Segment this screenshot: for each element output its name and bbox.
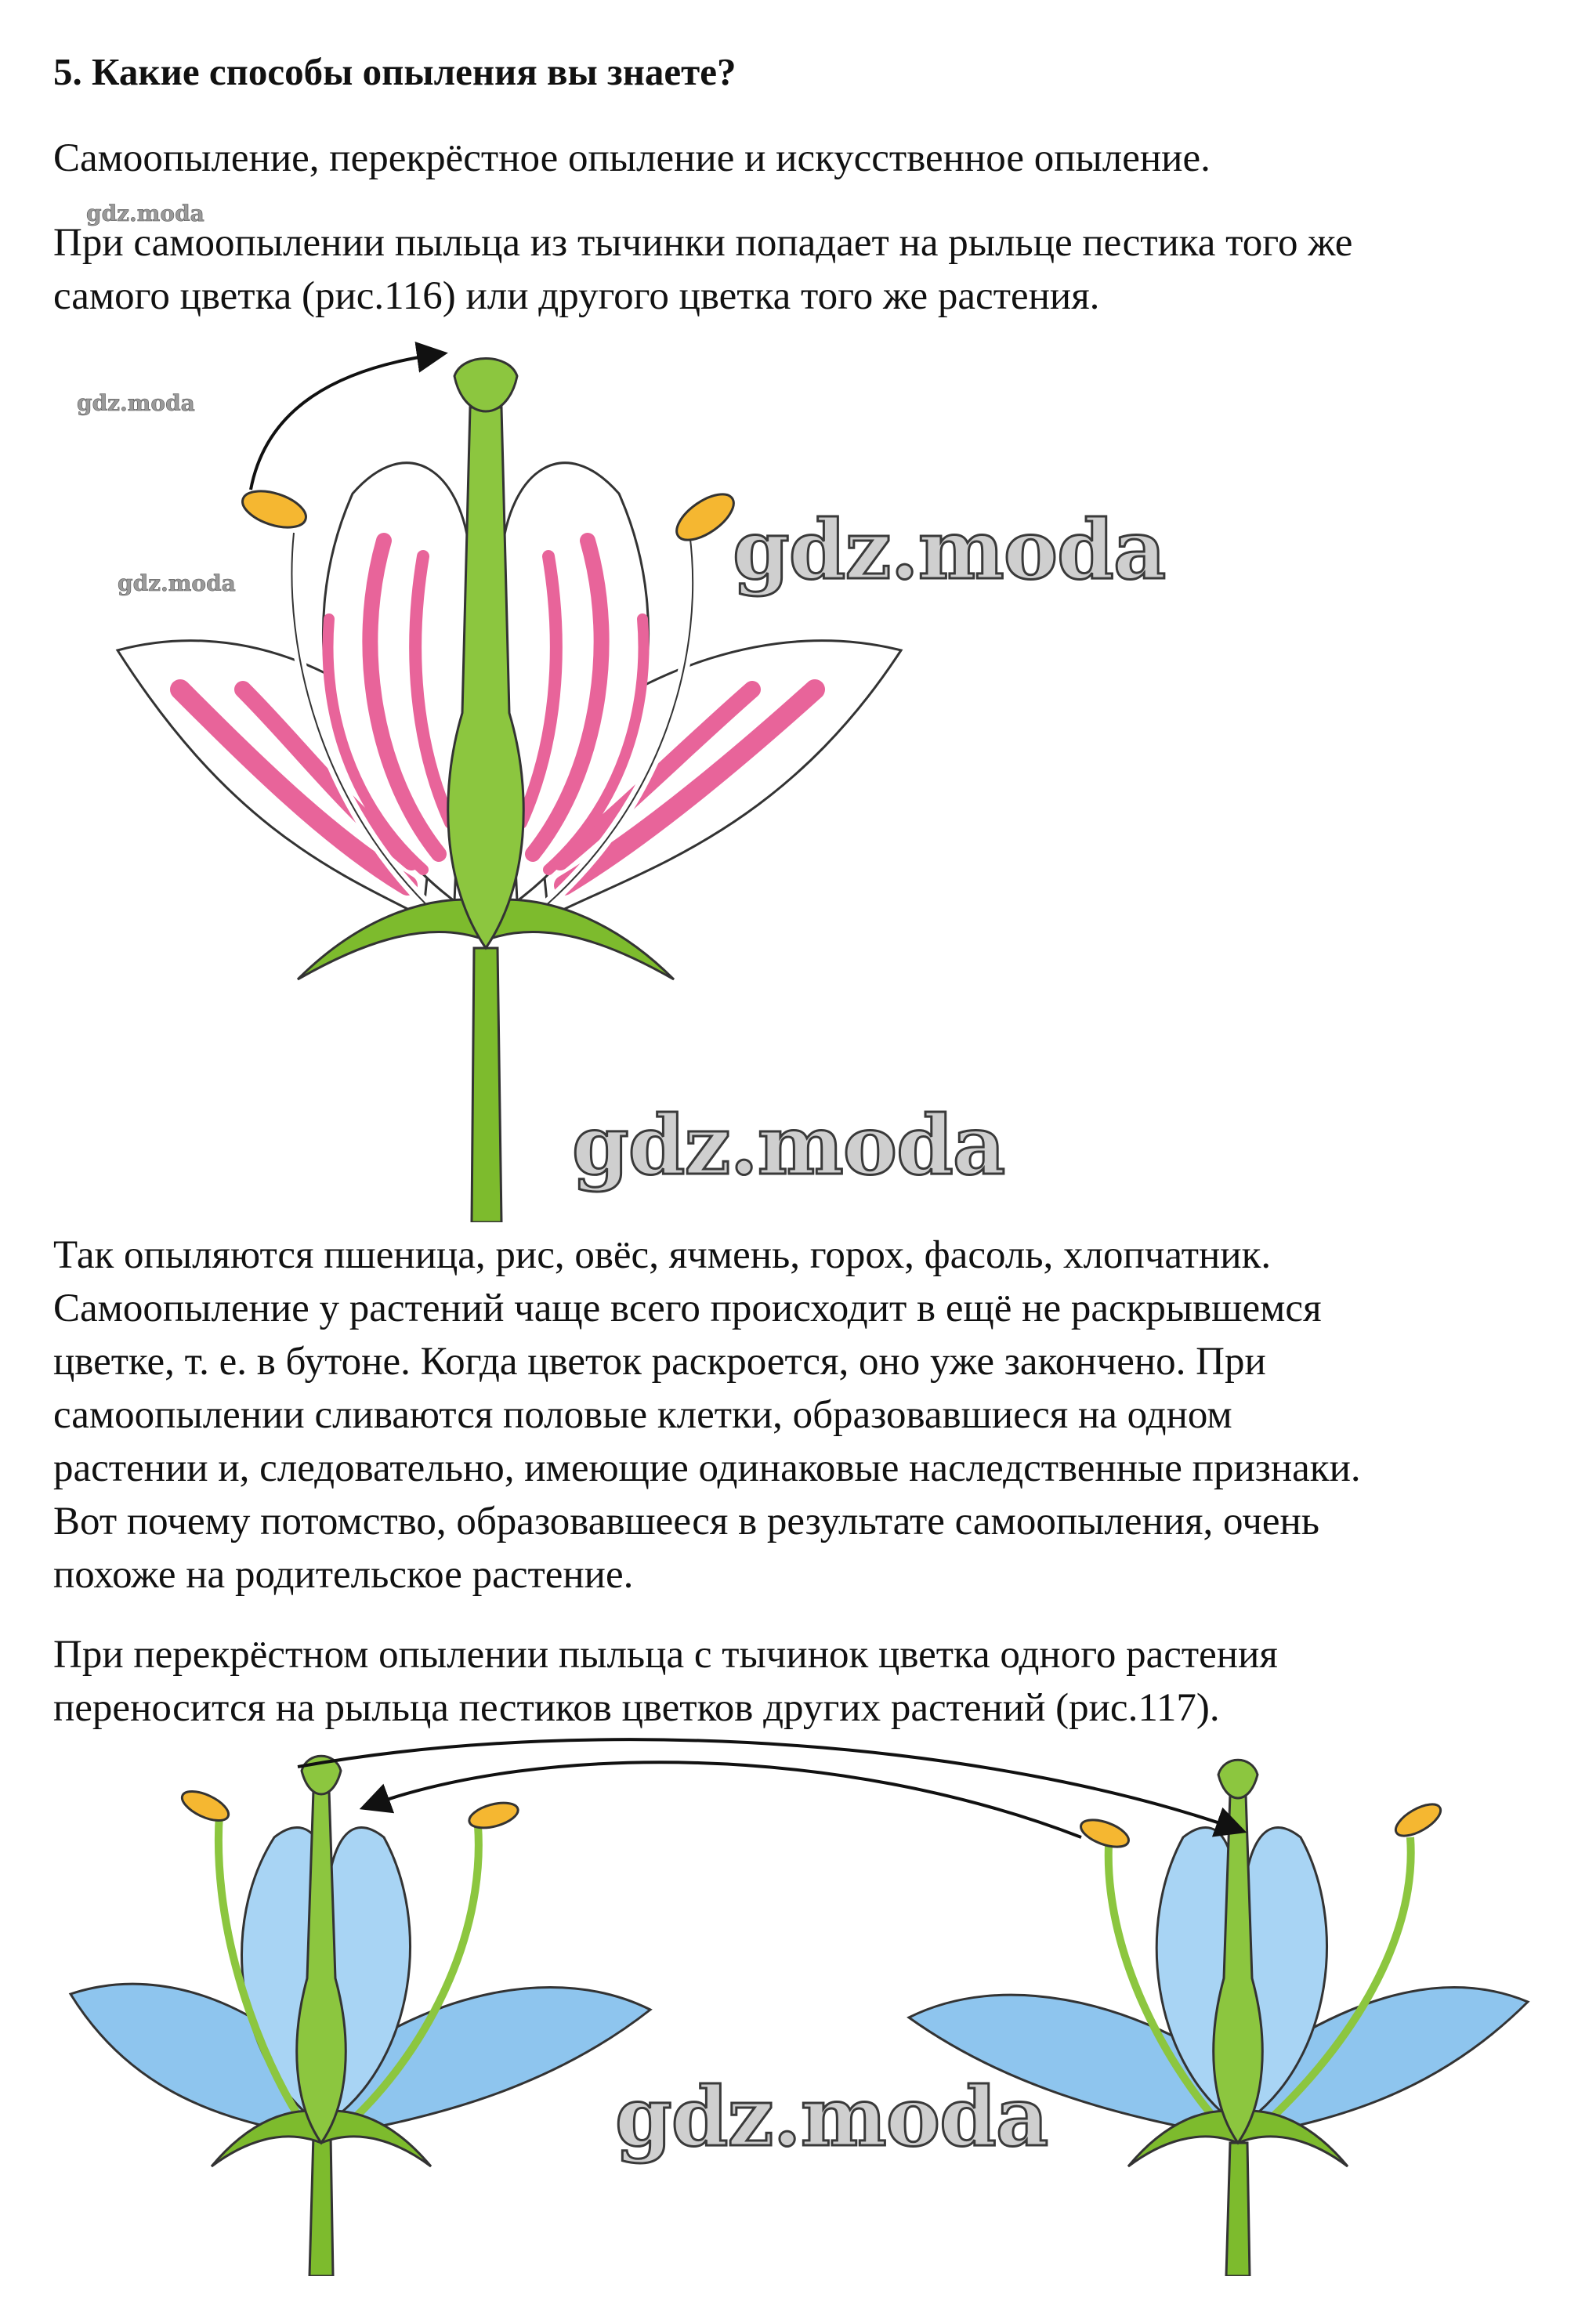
watermark-small: gdz.moda [77,390,195,416]
answer-intro-paragraph: Самоопыление, перекрёстное опыление и искусственное опыление. [53,136,1211,180]
watermark-large: gdz.moda [572,1097,1005,1193]
cross-pollination-paragraph: При перекрёстном опылении пыльца с тычинок цветка одного растения переносится на рыльца пестиков цветков других растений (рис.117). [53,1633,1278,1730]
watermark-small: gdz.moda [86,201,204,226]
self-pollination-paragraph: При самоопылении пыльца из тычинки попадает на рыльце пестика того же самого цветка (рис.116) или другого цветка того же растения. [53,221,1353,318]
watermark-large: gdz.moda [615,2068,1048,2165]
watermark-small: gdz.moda [118,570,236,596]
flower-right [909,1760,1528,2276]
anther-left [238,484,310,534]
flower-stem [472,948,501,1222]
cross-pollination-flowers-illustration [55,1728,1544,2276]
watermark-large: gdz.moda [733,501,1166,598]
anther-right [669,486,741,549]
self-pollination-details-paragraph: Так опыляются пшеница, рис, овёс, ячмень, горох, фасоль, хлопчатник. Самоопыление у растений чаще всего происходит в ещё не раскрывшемся цветке, т. е. в бутоне. Когда цветок раскроется, оно уже закончено. При самоопылении сливаются половые клетки, образовавшиеся на одном растении и, следовательно, имеющие одинаковые наследственные признаки. Вот почему потомство, образовавшееся в результате самоопыления, очень похоже на родительское растение. [53,1233,1361,1597]
stigma [454,359,517,412]
flower-left [71,1756,650,2276]
self-pollination-flower-illustration [94,321,932,1222]
question-heading: 5. Какие способы опыления вы знаете? [53,50,736,93]
